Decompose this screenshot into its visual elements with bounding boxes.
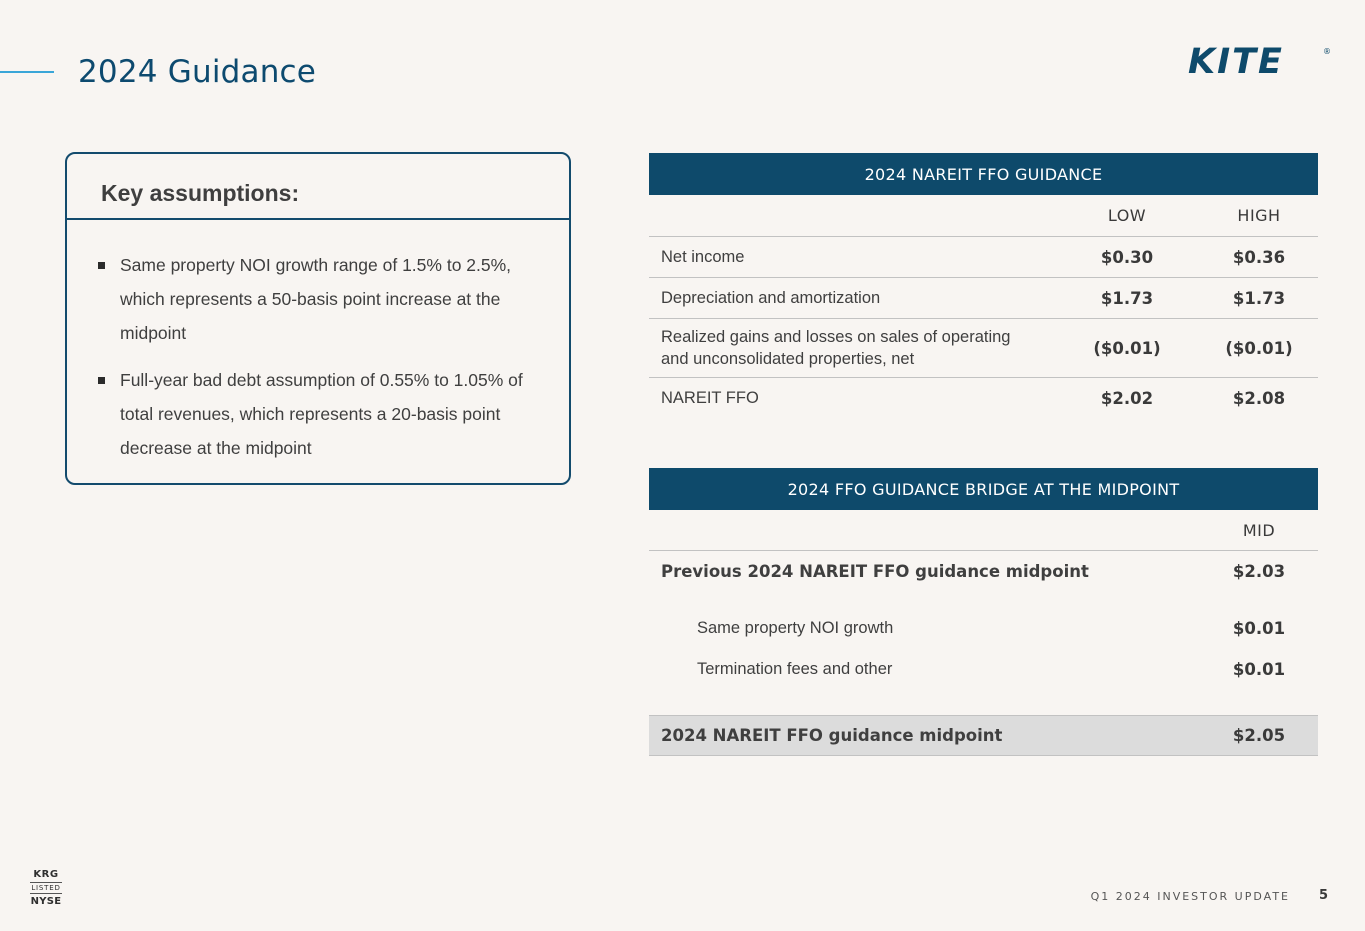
page-title: 2024 Guidance — [78, 54, 317, 90]
exchange-label: NYSE — [30, 896, 62, 907]
high-value: $0.36 — [1232, 248, 1286, 267]
low-value: ($0.01) — [1093, 339, 1161, 358]
ticker-symbol: KRG — [33, 869, 59, 880]
kite-logo — [1188, 42, 1333, 78]
row-label: Realized gains and losses on sales of operating — [661, 328, 1011, 346]
logo-registered-mark: ® — [1323, 47, 1331, 56]
bridge-item-label: Termination fees and other — [697, 660, 893, 678]
row-label: NAREIT FFO — [661, 389, 759, 407]
total-row — [649, 715, 1318, 756]
table-row — [649, 278, 1318, 319]
logo-text: KITE — [1188, 42, 1284, 78]
bridge-item-value: $0.01 — [1232, 619, 1286, 638]
table-row — [649, 378, 1318, 419]
table-row — [649, 649, 1318, 715]
bridge-item-value: $0.01 — [1232, 660, 1286, 679]
bridge-item-label: Same property NOI growth — [697, 619, 894, 637]
col-low-header: LOW — [1107, 206, 1147, 225]
row-label: Depreciation and amortization — [661, 289, 881, 307]
low-value: $2.02 — [1100, 389, 1154, 408]
table-header-row — [649, 195, 1318, 237]
ffo-guidance-table — [649, 153, 1318, 419]
row-label-continued: and unconsolidated properties, net — [661, 350, 915, 368]
high-value: ($0.01) — [1225, 339, 1293, 358]
key-assumptions-box — [65, 152, 571, 485]
previous-midpoint-label: Previous 2024 NAREIT FFO guidance midpoint — [661, 562, 1089, 581]
high-value: $2.08 — [1232, 389, 1286, 408]
table-row — [649, 319, 1318, 378]
ffo-guidance-title: 2024 NAREIT FFO GUIDANCE — [649, 153, 1318, 195]
high-value: $1.73 — [1232, 289, 1286, 308]
total-value: $2.05 — [1232, 726, 1286, 745]
assumption-item: Same property NOI growth range of 1.5% to 2.5%, which represents a 50-basis point increase at the midpoint — [96, 248, 546, 350]
total-label: 2024 NAREIT FFO guidance midpoint — [661, 726, 1003, 745]
listed-label: LISTED — [31, 884, 61, 892]
col-high-header: HIGH — [1237, 206, 1281, 225]
key-assumptions-heading: Key assumptions: — [67, 154, 569, 220]
document-label: Q1 2024 INVESTOR UPDATE — [1090, 890, 1290, 903]
table-row — [649, 237, 1318, 278]
low-value: $0.30 — [1100, 248, 1154, 267]
low-value: $1.73 — [1100, 289, 1154, 308]
table-row — [649, 593, 1318, 649]
assumption-item: Full-year bad debt assumption of 0.55% to 1.05% of total revenues, which represents a 20-basis point decrease at the midpoint — [96, 363, 546, 465]
nyse-listed-badge — [30, 869, 62, 907]
ffo-bridge-title: 2024 FFO GUIDANCE BRIDGE AT THE MIDPOINT — [649, 468, 1318, 510]
assumptions-list — [96, 248, 546, 478]
table-header-row — [649, 510, 1318, 551]
row-label: Net income — [661, 248, 745, 266]
title-accent-line — [0, 71, 54, 73]
page-number: 5 — [1318, 888, 1328, 903]
col-mid-header: MID — [1242, 521, 1276, 540]
previous-midpoint-value: $2.03 — [1232, 562, 1286, 581]
table-row — [649, 551, 1318, 593]
ffo-bridge-table — [649, 468, 1318, 756]
